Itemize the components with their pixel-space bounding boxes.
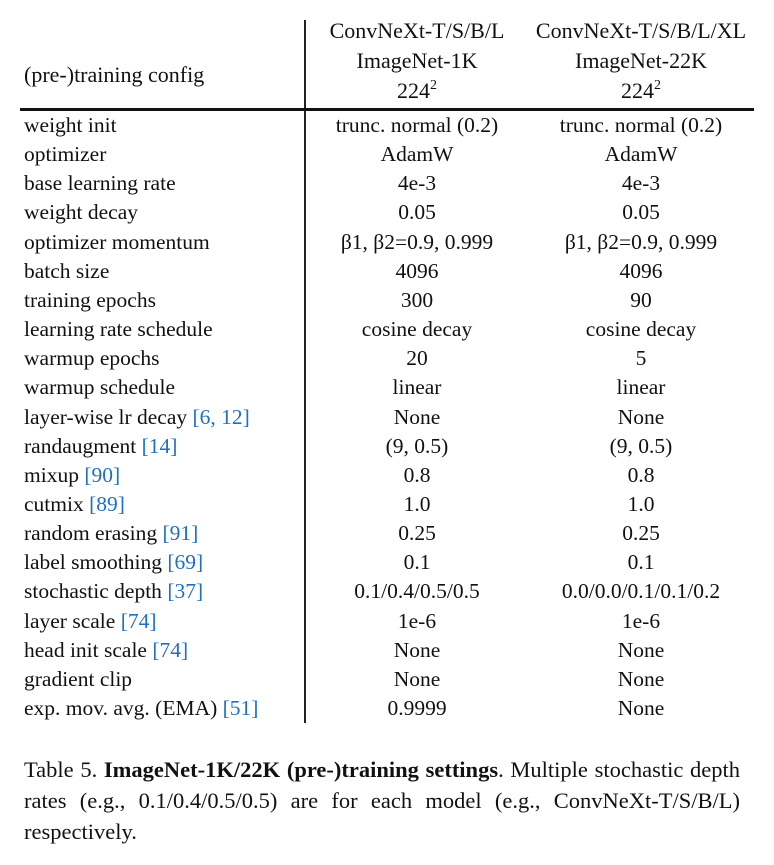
citation-link[interactable]: [14] (141, 433, 178, 458)
table-row (0, 548, 774, 577)
caption-bold: ImageNet-1K/22K (pre-)training settings (103, 757, 499, 782)
value-imagenet-1k: 4096 (395, 258, 439, 283)
table-caption (24, 754, 740, 847)
value-imagenet-22k: AdamW (604, 142, 678, 167)
citation-link[interactable]: [69] (167, 550, 204, 575)
row-label-text: base learning rate (24, 171, 176, 196)
citation-link[interactable]: [91] (162, 521, 199, 546)
row-label-text: optimizer (24, 142, 107, 167)
value-imagenet-22k: trunc. normal (0.2) (559, 113, 723, 137)
value-imagenet-1k: 4e-3 (397, 171, 437, 196)
table-row (0, 665, 774, 694)
value-imagenet-22k: 0.1 (627, 550, 655, 575)
row-label (24, 111, 117, 140)
header-col2-models: ConvNeXt-T/S/B/L/XL (535, 18, 747, 43)
value-imagenet-22k: None (617, 666, 665, 691)
citation-link[interactable]: [90] (84, 462, 121, 487)
row-label-text: weight decay (24, 200, 139, 225)
row-label (24, 461, 120, 490)
table-row (0, 519, 774, 548)
value-imagenet-1k: linear (392, 375, 442, 400)
row-label (24, 665, 132, 694)
caption-prefix: Table 5. (24, 757, 98, 782)
citation-link[interactable]: [89] (89, 491, 125, 516)
table-row (0, 636, 774, 665)
table-row (0, 228, 774, 257)
value-imagenet-1k: 1.0 (403, 491, 431, 516)
table-row (0, 111, 774, 140)
row-label (24, 607, 157, 636)
header-col2-resolution: $224^2$ (621, 78, 661, 103)
header-col1-models: ConvNeXt-T/S/B/L (329, 18, 505, 43)
table-row (0, 169, 774, 198)
table-row (0, 257, 774, 286)
row-label (24, 636, 188, 665)
value-imagenet-22k: 0.25 (622, 521, 660, 546)
value-imagenet-1k: AdamW (380, 142, 454, 167)
row-label (24, 490, 125, 519)
citation-link[interactable]: [6, 12] (192, 404, 250, 429)
row-label-text: warmup epochs (24, 346, 160, 371)
value-imagenet-22k: 4096 (619, 258, 663, 283)
value-imagenet-1k: trunc. normal (0.2) (335, 113, 499, 137)
row-label-text: training epochs (24, 287, 156, 312)
table-row (0, 461, 774, 490)
caption-rest: . Multiple stochastic depth rates (e.g., 0.1/0.4/0.5/0.5) are for each model (e.g., ConvNeXt-T/S/B/L) respectively. (24, 757, 741, 844)
row-label-text: optimizer momentum (24, 229, 210, 254)
value-imagenet-1k: 0.8 (403, 462, 431, 487)
row-label (24, 315, 213, 344)
value-imagenet-22k: (9, 0.5) (609, 433, 673, 458)
citation-link[interactable]: [74] (120, 608, 157, 633)
table-row (0, 694, 774, 723)
row-label (24, 140, 106, 169)
row-label (24, 403, 250, 432)
row-label (24, 577, 203, 606)
header-col2 (525, 16, 757, 110)
row-label-text: head init scale (24, 637, 147, 662)
row-label-text: warmup schedule (24, 375, 176, 400)
citation-link[interactable]: [74] (152, 637, 189, 662)
table-row (0, 315, 774, 344)
row-label-text: learning rate schedule (24, 317, 213, 342)
value-imagenet-22k: 0.8 (627, 462, 655, 487)
row-label-text: mixup (24, 462, 79, 487)
row-label-text: stochastic depth (24, 579, 162, 604)
value-imagenet-22k: 5 (635, 346, 647, 371)
value-imagenet-1k: (9, 0.5) (385, 433, 449, 458)
value-imagenet-22k: 90 (630, 287, 652, 312)
value-imagenet-1k: 0.25 (398, 521, 436, 546)
row-label (24, 257, 109, 286)
header-col1-resolution: $224^2$ (397, 78, 437, 103)
table-row (0, 286, 774, 315)
table-row (0, 403, 774, 432)
header-config-label: (pre-)training config (24, 62, 205, 87)
table-row (0, 607, 774, 636)
table-row (0, 344, 774, 373)
value-imagenet-1k: 0.1/0.4/0.5/0.5 (354, 579, 480, 604)
row-label (24, 198, 138, 227)
row-label (24, 228, 210, 257)
citation-link[interactable]: [51] (222, 696, 259, 720)
table-row (0, 577, 774, 606)
value-imagenet-22k: 1e-6 (621, 608, 661, 633)
value-imagenet-22k: None (617, 696, 665, 720)
header-col1-dataset: ImageNet-1K (356, 48, 478, 73)
value-imagenet-1k: 300 (400, 287, 434, 312)
value-imagenet-1k: 0.1 (403, 550, 431, 575)
value-imagenet-1k: cosine decay (361, 317, 473, 342)
value-imagenet-1k: β1, β2=0.9, 0.999 (340, 229, 494, 254)
table-row (0, 198, 774, 227)
row-label-text: randaugment (24, 433, 137, 458)
value-imagenet-1k: 20 (406, 346, 428, 371)
table-row (0, 432, 774, 461)
value-imagenet-22k: None (617, 637, 665, 662)
row-label (24, 373, 175, 402)
value-imagenet-22k: 4e-3 (621, 171, 661, 196)
value-imagenet-22k: 1.0 (627, 491, 655, 516)
table-row (0, 373, 774, 402)
value-imagenet-22k: None (617, 404, 665, 429)
row-label-text: exp. mov. avg. (EMA) (24, 696, 218, 720)
value-imagenet-1k: None (393, 637, 441, 662)
table-row (0, 490, 774, 519)
row-label (24, 432, 177, 461)
row-label-text: layer-wise lr decay (24, 404, 188, 429)
row-label-text: random erasing (24, 521, 158, 546)
value-imagenet-22k: 0.0/0.0/0.1/0.1/0.2 (561, 579, 721, 604)
value-imagenet-22k: cosine decay (585, 317, 697, 342)
row-label (24, 694, 258, 723)
value-imagenet-22k: β1, β2=0.9, 0.999 (564, 229, 718, 254)
row-label (24, 344, 160, 373)
row-label (24, 519, 198, 548)
row-label (24, 169, 176, 198)
value-imagenet-1k: None (393, 404, 441, 429)
value-imagenet-22k: 0.05 (622, 200, 660, 225)
row-label (24, 286, 156, 315)
row-label-text: weight init (24, 113, 117, 137)
row-label-text: layer scale (24, 608, 116, 633)
value-imagenet-22k: linear (616, 375, 666, 400)
header-col1 (305, 16, 529, 110)
header-col2-dataset: ImageNet-22K (575, 48, 707, 73)
row-label-text: batch size (24, 258, 110, 283)
row-label-text: gradient clip (24, 666, 133, 691)
value-imagenet-1k: 0.05 (398, 200, 436, 225)
value-imagenet-1k: 1e-6 (397, 608, 437, 633)
value-imagenet-1k: None (393, 666, 441, 691)
row-label (24, 548, 203, 577)
value-imagenet-1k: 0.9999 (387, 696, 447, 720)
row-label-text: cutmix (24, 491, 84, 516)
citation-link[interactable]: [37] (167, 579, 204, 604)
table-row (0, 140, 774, 169)
row-label-text: label smoothing (24, 550, 162, 575)
